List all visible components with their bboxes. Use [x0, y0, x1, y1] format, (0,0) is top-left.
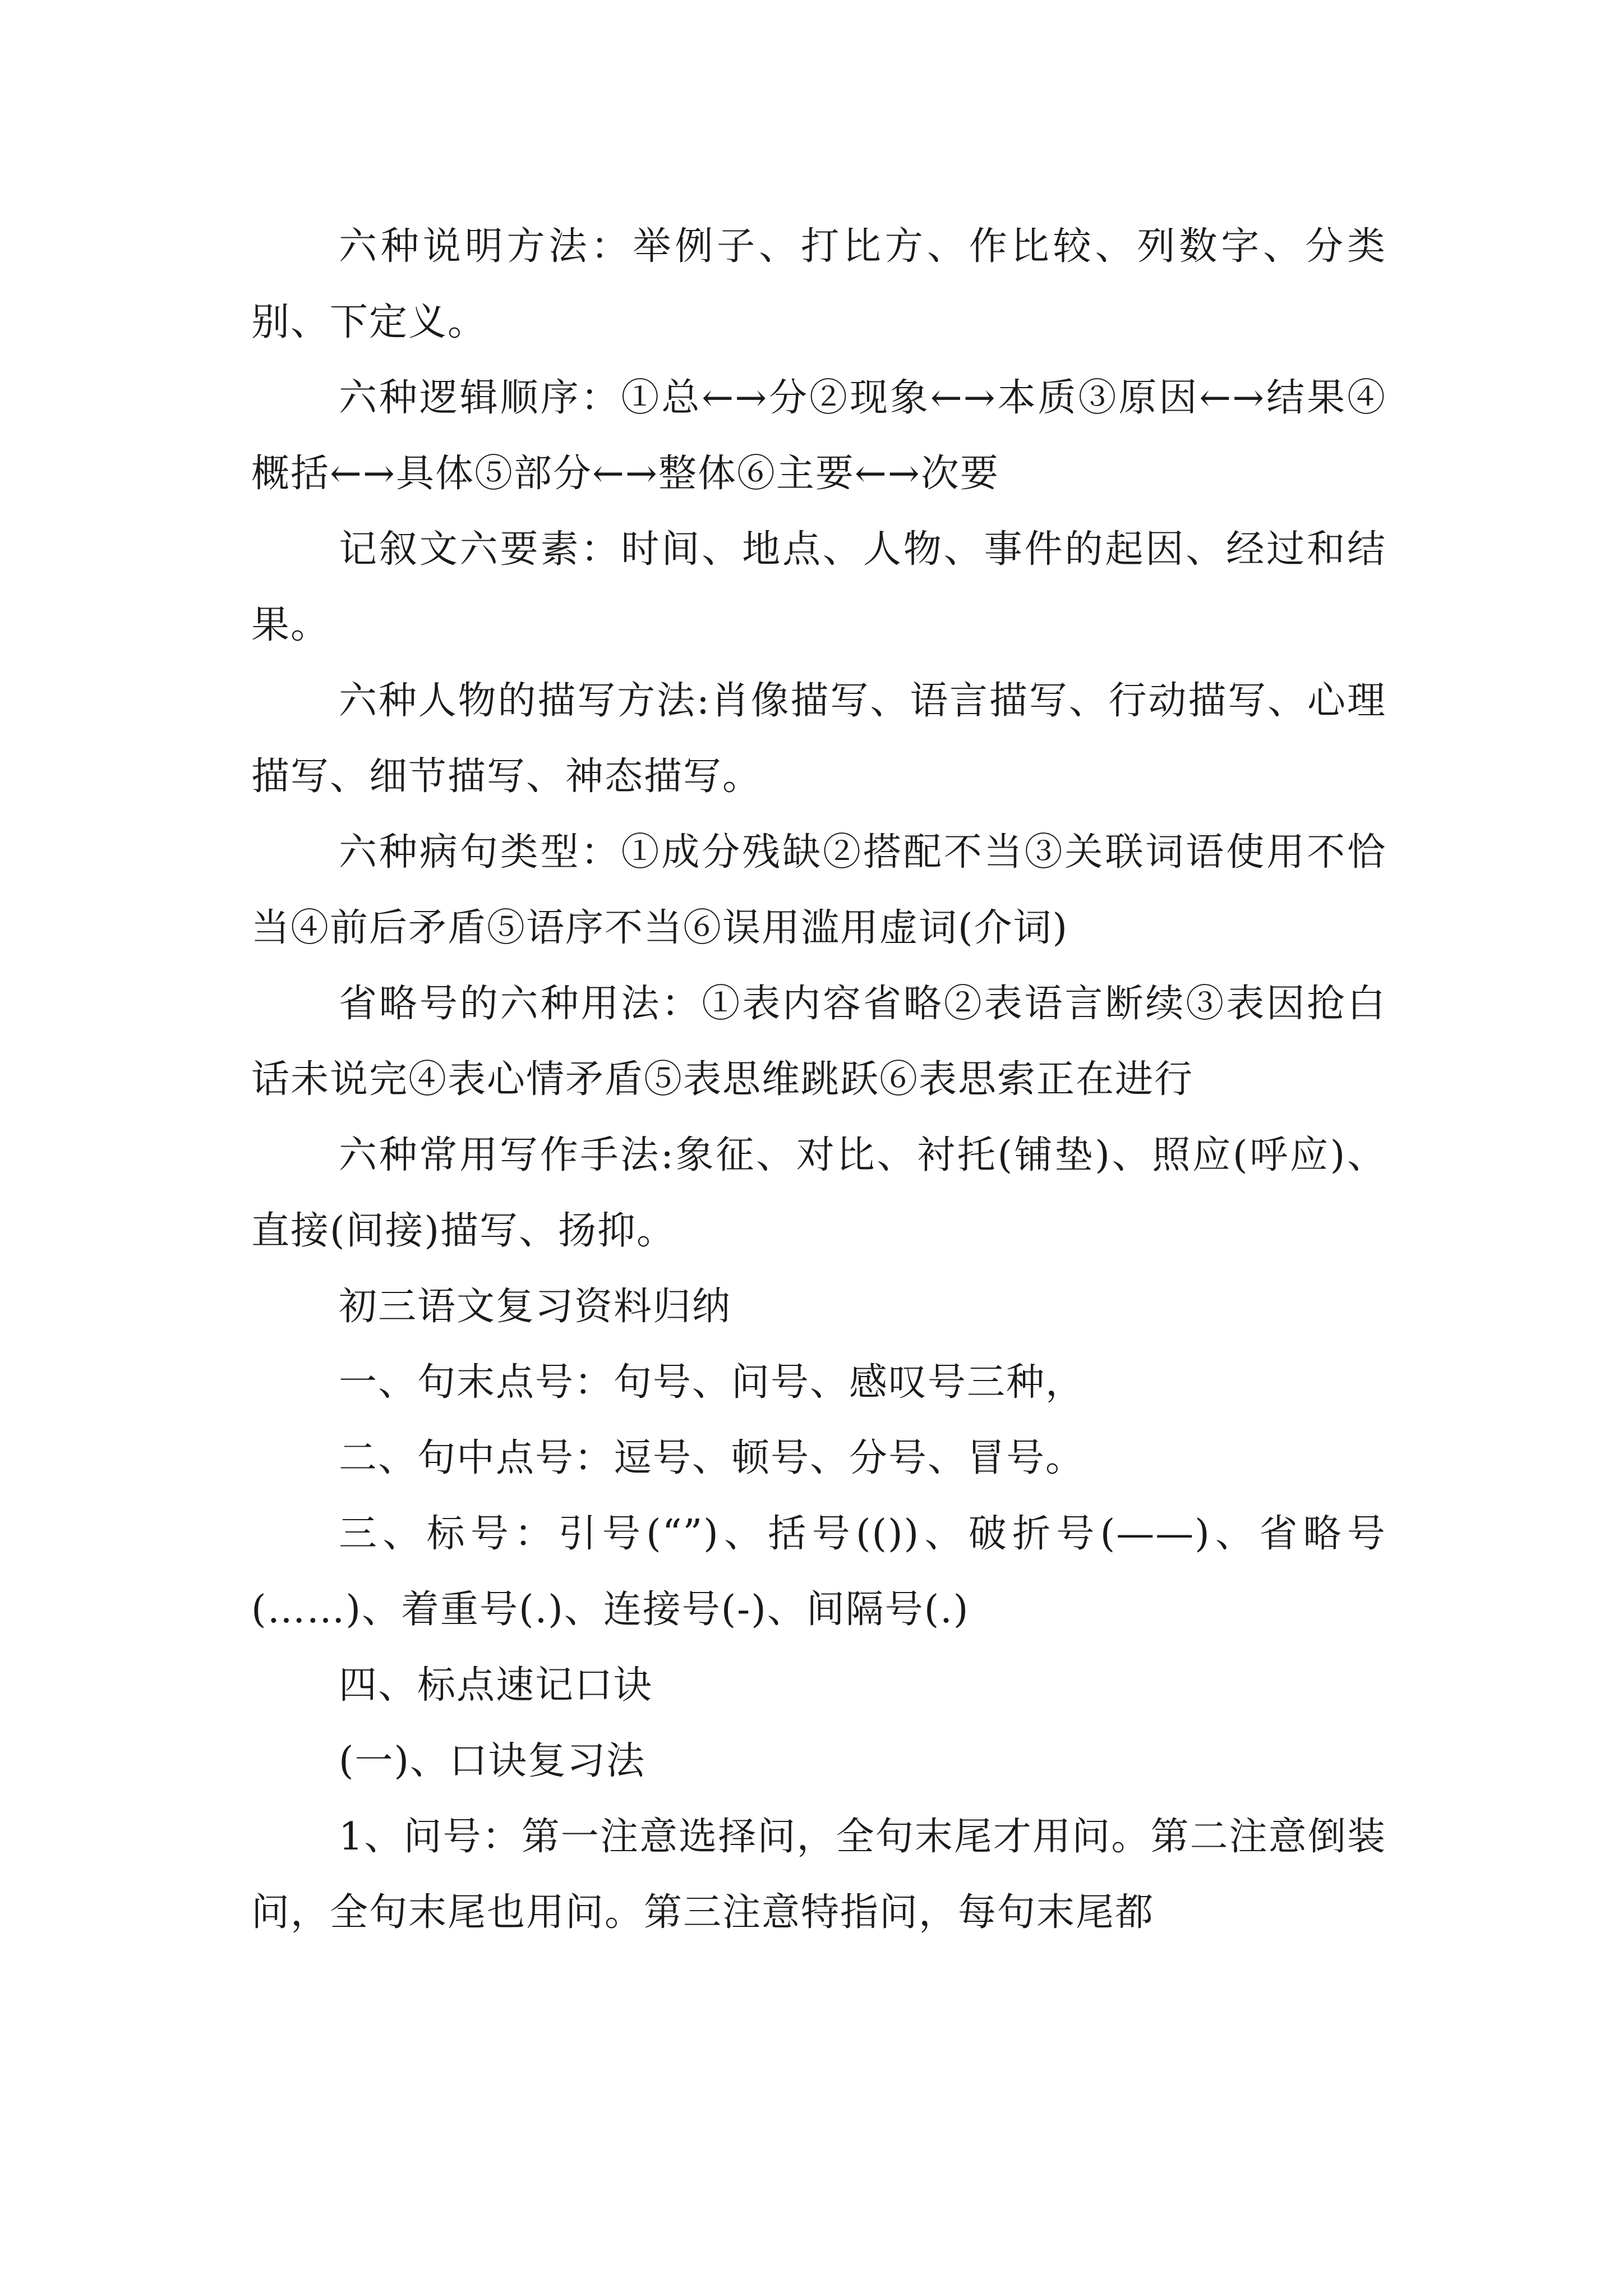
paragraph-ellipsis-usage: 省略号的六种用法：①表内容省略②表语言断续③表因抢白话未说完④表心情矛盾⑤表思维跳跃⑥表思索正在进行 [251, 982, 1386, 1102]
paragraph-explanation-methods: 六种说明方法：举例子、打比方、作比较、列数字、分类别、下定义。 [251, 224, 1386, 344]
paragraph-marks: 三、标号：引号(“”)、括号(())、破折号(——)、省略号(……)、着重号(.)、连接号(-)、间隔号(.) [251, 1512, 1386, 1632]
section-heading: 初三语文复习资料归纳 [339, 1285, 732, 1329]
paragraph-mnemonic-heading: 四、标点速记口诀 [339, 1663, 653, 1708]
paragraph-mid-punctuation: 二、句中点号：逗号、顿号、分号、冒号。 [339, 1436, 1085, 1480]
document-body [251, 209, 1386, 1950]
paragraph-logical-order: 六种逻辑顺序：①总←→分②现象←→本质③原因←→结果④概括←→具体⑤部分←→整体⑥主要←→次要 [251, 376, 1386, 496]
paragraph-character-description: 六种人物的描写方法:肖像描写、语言描写、行动描写、心理描写、细节描写、神态描写。 [251, 679, 1386, 799]
paragraph-faulty-sentences: 六种病句类型：①成分残缺②搭配不当③关联词语使用不恰当④前后矛盾⑤语序不当⑥误用滥用虚词(介词) [251, 830, 1386, 950]
paragraph-question-mark: 1、问号：第一注意选择问，全句末尾才用问。第二注意倒装问，全句末尾也用问。第三注意特指问，每句末尾都 [251, 1815, 1386, 1935]
paragraph-mnemonic-method: (一)、口诀复习法 [339, 1739, 646, 1783]
paragraph-narrative-elements: 记叙文六要素：时间、地点、人物、事件的起因、经过和结果。 [251, 527, 1386, 647]
paragraph-writing-techniques: 六种常用写作手法:象征、对比、衬托(铺垫)、照应(呼应)、直接(间接)描写、扬抑。 [251, 1133, 1386, 1253]
paragraph-end-punctuation: 一、句末点号：句号、问号、感叹号三种， [339, 1360, 1085, 1405]
